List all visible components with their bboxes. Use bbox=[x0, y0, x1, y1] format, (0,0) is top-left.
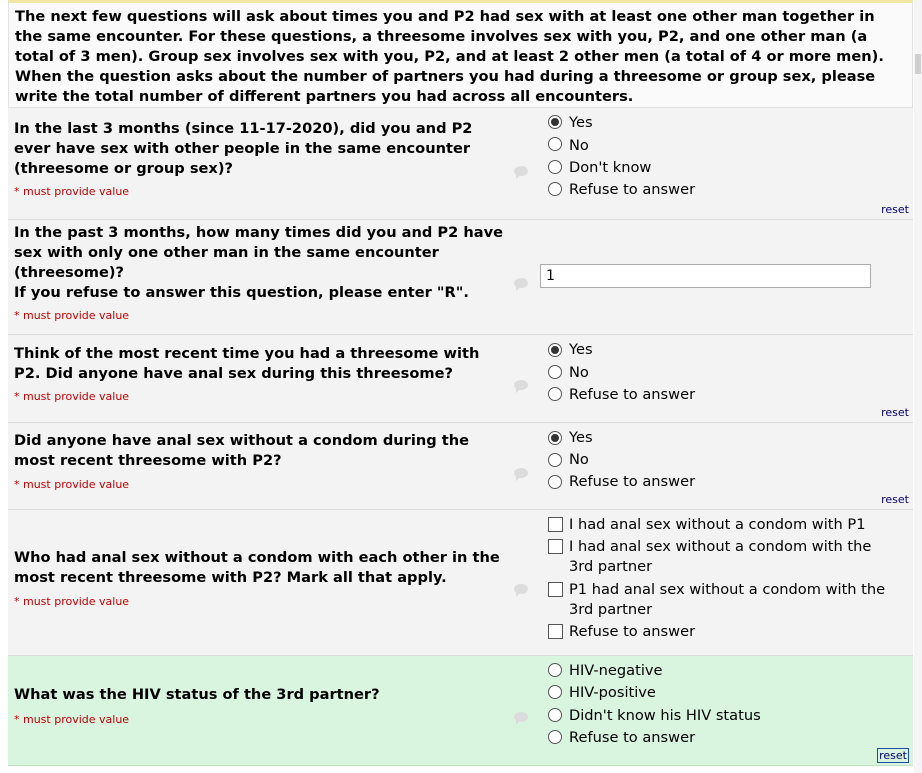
radio-yes[interactable] bbox=[548, 115, 562, 129]
radio-yes[interactable] bbox=[548, 431, 562, 445]
checkbox-self-p1[interactable] bbox=[548, 517, 563, 532]
checkbox-self-3rd[interactable] bbox=[548, 539, 563, 554]
option-label: Didn't know his HIV status bbox=[569, 707, 761, 724]
option-label: HIV-negative bbox=[569, 662, 663, 679]
radio-yes[interactable] bbox=[548, 343, 562, 357]
question-note: If you refuse to answer this question, please enter "R". bbox=[14, 284, 469, 301]
question-label: What was the HIV status of the 3rd partner? bbox=[14, 686, 380, 703]
radio-no[interactable] bbox=[548, 365, 562, 379]
question-label: Did anyone have anal sex without a condom during the most recent threesome with P2? bbox=[14, 432, 470, 469]
option-label: P1 had anal sex without a condom with the 3rd partner bbox=[569, 581, 886, 618]
comment-icon[interactable] bbox=[514, 380, 528, 390]
scrollbar[interactable] bbox=[914, 0, 922, 773]
option-label: I had anal sex without a condom with P1 bbox=[569, 516, 866, 533]
radio-refuse[interactable] bbox=[548, 182, 562, 196]
radio-didnt-know[interactable] bbox=[548, 708, 562, 722]
option-label: Refuse to answer bbox=[569, 181, 696, 198]
question-row-who-condomless bbox=[8, 510, 913, 656]
comment-icon[interactable] bbox=[514, 468, 528, 478]
option-label: Refuse to answer bbox=[569, 623, 696, 640]
question-row-condomless bbox=[8, 423, 913, 510]
option-label: I had anal sex without a condom with the 3rd partner bbox=[569, 538, 872, 575]
question-row-threesome-or-group bbox=[8, 108, 913, 220]
option-label: Refuse to answer bbox=[569, 386, 696, 403]
radio-no[interactable] bbox=[548, 137, 562, 151]
reset-link[interactable]: reset bbox=[881, 406, 909, 419]
option-label: No bbox=[569, 364, 589, 381]
radio-refuse[interactable] bbox=[548, 730, 562, 744]
question-label: In the last 3 months (since 11-17-2020), did you and P2 ever have sex with other people in the same encounter (threesome or group sex)? bbox=[14, 120, 473, 177]
scrollbar-thumb[interactable] bbox=[915, 54, 921, 74]
radio-hiv-negative[interactable] bbox=[548, 663, 562, 677]
option-label: Yes bbox=[569, 429, 593, 446]
required-note: * must provide value bbox=[14, 185, 130, 198]
option-label: Refuse to answer bbox=[569, 729, 696, 746]
option-label: Don't know bbox=[569, 159, 652, 176]
checkbox-refuse[interactable] bbox=[548, 624, 563, 639]
threesome-count-input[interactable] bbox=[540, 264, 871, 288]
option-label: Refuse to answer bbox=[569, 473, 696, 490]
radio-refuse[interactable] bbox=[548, 387, 562, 401]
comment-icon[interactable] bbox=[514, 166, 528, 176]
option-label: No bbox=[569, 137, 589, 154]
reset-link[interactable]: reset bbox=[881, 203, 909, 216]
option-label: HIV-positive bbox=[569, 684, 656, 701]
required-note: * must provide value bbox=[14, 713, 130, 726]
reset-link[interactable]: reset bbox=[881, 493, 909, 506]
option-label: Yes bbox=[569, 341, 593, 358]
question-row-anal-sex bbox=[8, 335, 913, 423]
section-intro: The next few questions will ask about times you and P2 had sex with at least one other man together in the same encounter. For these questions, a threesome involves sex with you, P2, and one other man (a total of 3 men). Group sex involves sex with you, P2, and at least 2 other men (a total of 4 or more men). When the question asks about the number of partners you had during a threesome or group sex, please write the total number of different partners you had across all encounters. bbox=[8, 0, 913, 108]
radio-no[interactable] bbox=[548, 453, 562, 467]
checkbox-p1-3rd[interactable] bbox=[548, 582, 563, 597]
required-note: * must provide value bbox=[14, 595, 130, 608]
option-label: No bbox=[569, 451, 589, 468]
radio-dont-know[interactable] bbox=[548, 160, 562, 174]
comment-icon[interactable] bbox=[514, 278, 528, 288]
question-label: In the past 3 months, how many times did you and P2 have sex with only one other man in the same encounter (threesome)? bbox=[14, 224, 504, 281]
reset-link[interactable]: reset bbox=[879, 749, 907, 762]
comment-icon[interactable] bbox=[514, 584, 528, 594]
option-label: Yes bbox=[569, 114, 593, 131]
question-label: Think of the most recent time you had a threesome with P2. Did anyone have anal sex during this threesome? bbox=[14, 345, 480, 382]
radio-refuse[interactable] bbox=[548, 475, 562, 489]
question-row-threesome-count bbox=[8, 220, 913, 335]
question-label: Who had anal sex without a condom with each other in the most recent threesome with P2? Mark all that apply. bbox=[14, 549, 500, 586]
radio-hiv-positive[interactable] bbox=[548, 685, 562, 699]
question-row-hiv-status bbox=[8, 656, 913, 766]
required-note: * must provide value bbox=[14, 478, 130, 491]
comment-icon[interactable] bbox=[514, 712, 528, 722]
required-note: * must provide value bbox=[14, 390, 130, 403]
required-note: * must provide value bbox=[14, 309, 130, 322]
